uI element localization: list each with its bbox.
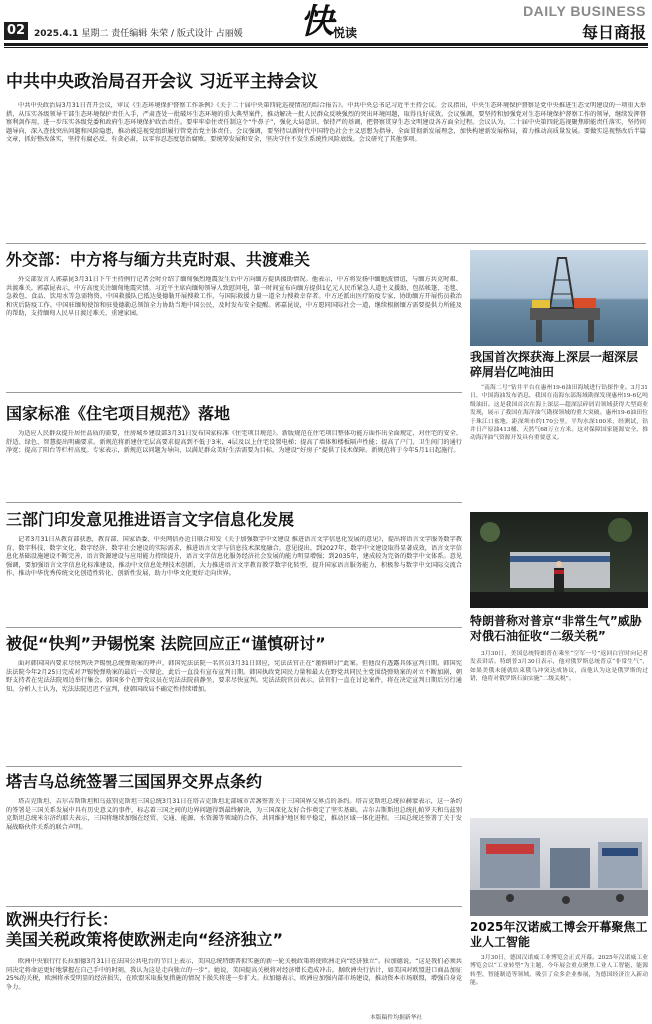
article-divider [6, 243, 646, 244]
photo-air-force-one [470, 512, 648, 608]
article-body: 外交部发言人郭嘉昆3月31日下午主持例行记者会时介绍了缅甸强烈地震发生后中方向缅方提供援助情况。他表示，中方将发扬中缅胞波情谊，与缅方共克时艰、共渡难关。郭嘉昆表示，中方高度关注缅甸地震灾情。习近平主席向缅甸领导人致慰问电，第一时间宣布向缅方提供1亿元人民币紧急人道主义援助，包括帐篷、毛毯、急救包、食品、饮用水等急需物资。中国救援队已抵达曼德勒开展搜救工作，与国际救援力量一道全力搜救幸存者。中方还派出医疗防疫专家，协助缅方开展伤员救治和灾后防疫工作。中国驻缅甸使馆和驻曼德勒总领馆全力协助当地中国公民，及时发布安全提醒。郭嘉昆说，中方愿同国际社会一道，继续根据缅方需要提供力所能及的帮助，支持缅甸人民早日渡过难关、重建家园。 [6, 276, 462, 318]
article-body: 记者3月31日从教育部获悉，教育部、国家语委、中央网信办近日联合印发《关于加强数字中文建设 推进语言文字信息化发展的意见》，提出将语言文字服务数字教育、数字科技、数字文化、数字经济、数字社会建设的实际需求，推进语言文字与信息技术深度融合。意见提出，到2027年，数字中文建设取得显著成效，语言文字信息化基础设施建设不断完善，语言资源建设与应用能力持续提升，语言文字信息化服务经济社会发展的能力明显增强；到2035年，建成较为完备的数字中文体系。意见强调，要加强语言文字信息化标准建设，推动中文信息处理技术创新，大力推进语言文字教育教学数字化转型，提升国家语言服务能力，积极参与数字中文国际交流合作，推动中华优秀传统文化创造性转化、创新性发展，助力中华文化更好走向世界。 [6, 536, 462, 578]
issue-details: 星期二 责任编辑 朱荣 / 版式设计 占丽媛 [81, 29, 243, 39]
paper-name-en: DAILY BUSINESS [523, 3, 646, 19]
article-headline: 三部门印发意见推进语言文字信息化发展 [6, 510, 295, 529]
sidebar-body: 3月30日，美国总统特朗普在乘坐“空军一号”返回白宫时向记者发表讲话。特朗普3月30日表示，他对俄罗斯总统普京“非常生气”，如果美俄未能就结束俄乌冲突达成协议，而他认为这是俄罗斯的过错，他将对俄罗斯石油实施“二级关税”。 [470, 651, 648, 683]
article-divider [6, 392, 462, 393]
article-body: 塔吉克斯坦、吉尔吉斯斯坦和乌兹别克斯坦三国总统3月31日在塔吉克斯坦北部城市苦盏签署关于三国国界交界点的条约。塔吉克斯坦总统拉赫蒙表示，这一条约的签署是三国关系发展中具有历史意义的事件，标志着三国之间的边界问题得到最终解决，为三国深化友好合作奠定了坚实基础。吉尔吉斯斯坦总统扎帕罗夫和乌兹别克斯坦总统米尔济约耶夫表示，三国将继续加强在经贸、交通、能源、水资源等领域的合作，共同维护地区和平稳定，推动区域一体化进程。三国总统还签署了关于发展战略伙伴关系的联合声明。 [6, 798, 462, 831]
article-divider [6, 766, 462, 767]
article-body: 欧洲中央银行行长拉加德3月31日在法国公共电台的节目上表示，美国总统特朗普拟实施的新一轮关税政策将使欧洲走向“经济独立”。拉加德说，“这是我们必须共同决定将命运更好地掌握在自己手中的时刻，我认为这是走向独立的一步”。她说，美国提高关税将对经济增长造成冲击。据欧洲央行估计，如美国对欧盟进口商品加征25%的关税，欧洲将承受明显的经济损失，在欧盟采取报复措施的情况下损失将进一步扩大。拉加德表示，欧洲应加强内部市场建设，推动资本市场联盟，增强自身竞争力。 [6, 958, 462, 991]
paper-name-cn: 每日商报 [581, 23, 646, 42]
sidebar-title: 我国首次探获海上深层一超深层碎屑岩亿吨油田 [470, 350, 639, 379]
sidebar-body: 3月30日，德国汉诺威工业博览会正式开幕。2025年汉诺威工业博览会以“工业转型”为主题，今年展会重点聚焦工业人工智能、能源转型、智能制造等领域，吸引了众多企业参展，为德国经济注入新动能。 [470, 955, 648, 987]
article-headline: 中共中央政治局召开会议 习近平主持会议 [6, 72, 318, 92]
night-scene-illustration [470, 512, 648, 608]
article-body: 中共中央政治局3月31日召开会议，审议《生态环境保护督察工作条例》《关于二十届中央第四轮巡视情况的综合报告》。中共中央总书记习近平主持会议。会议指出，中央生态环境保护督察是党中央推进生态文明建设的一项重大举措，从压实各级领导干部生态环境保护责任入手，严肃查处一批破坏生态环境的重大典型案件，推动解决一批人民群众反映强烈的突出环境问题，取得良好成效。会议强调，要坚持和加强党对生态环境保护督察工作的领导，继续发挥督察利剑作用，进一步压实各级党委和政府生态环境保护政治责任。要牢牢牵住责任制这个“牛鼻子”，强化大局意识、保持严的基调，把督察贯穿生态文明建设各方面全过程。会议认为，二十届中央第四轮巡视聚焦职能责任落实，坚持问题导向，深入查找突出问题和风险隐患，推动被巡视党组织履行管党治党主体责任。会议强调，要坚持以新时代中国特色社会主义思想为指导，全面贯彻新发展理念，加快构建新发展格局，着力推动高质量发展。要做实巡视整改后半篇文章，抓好整改落实，坚持有腐必反、有贪必肃，以零容忍态度惩治腐败。要统筹发展和安全，坚决守住不发生系统性风险底线。会议研究了其他事项。 [6, 102, 646, 144]
article-headline: 欧洲央行行长： [6, 910, 119, 929]
article-headline: 国家标准《住宅项目规范》落地 [6, 404, 231, 423]
article-body: 面对韩国国内要求尽快判决尹锡悦总统弹劾案的呼声，韩国宪法法院一名官员3月31日回应，宪法法官正在“谨慎研讨”此案。但他没有透露具体宣判日期。韩国宪法法院今年2月25日完成对尹锡悦弹劾案的最后一次辩论，此后一直没有宣布宣判日期。韩国执政党国民力量和最大在野党共同民主党围绕弹劾案的对立不断加剧，朝野支持者在宪法法院周边举行集会。韩国多个在野党议员在宪法法院前静坐，要求尽快宣判。宪法法院官员表示，法官们一直在讨论案件，将在决定宣判日期后另行通知。分析人士认为，宪法法院迟迟不宣判，使韩国政局不确定性持续增加。 [6, 660, 462, 693]
article-body: 为适应人民群众提升居住品质的需要，住房城乡建设部3月31日发布国家标准《住宅项目规范》。新版规范在住宅项目整体功能方面作出全面规定，对住宅的安全、舒适、绿色、智慧提出明确要求。新规范将新建住宅层高要求提高到不低于3米，4层及以上住宅设置电梯；提高了墙体和楼板隔声性能；提高了户门、卫生间门的通行净宽；提高了阳台等栏杆高度。专家表示，新规范以问题为导向，以满足群众美好生活需要为目标，为建设“好房子”提供了技术保障。新规范将于今年5月1日起施行。 [6, 430, 462, 455]
photo-hannover-messe [470, 818, 648, 916]
article-headline-line2: 美国关税政策将使欧洲走向“经济独立” [6, 930, 284, 949]
masthead [0, 0, 652, 44]
sidebar-body: “南海二号”钻井平台在惠州19-6油田海域进行钻探作业。3月31日，中国海油发布消息，我国在南海东部海域勘探发现惠州19-6亿吨级油田。这是我国首次在海上深层—超深层碎屑岩领域获得大型商业发现，展示了我国在海洋油气勘探领域的重大突破。惠州19-6油田位于珠江口盆地，距深圳市约170公里，平均水深100米，经测试，钻井日产原油413桶、天然气68万立方米。这对保障国家能源安全、推动海洋油气资源开发具有重要意义。 [470, 385, 648, 442]
section-name: 悦读 [333, 26, 358, 40]
page-number: 02 [4, 22, 28, 40]
source-credit: 本版稿件均据新华社 [370, 1015, 423, 1021]
article-headline: 外交部：中方将与缅方共克时艰、共渡难关 [6, 250, 311, 269]
article-divider [6, 502, 462, 503]
photo-drilling-platform [470, 250, 648, 346]
sidebar-title: 特朗普称对普京“非常生气”威胁对俄石油征收“二级关税” [470, 614, 642, 643]
masthead-rule-thin [4, 47, 648, 48]
date-line [34, 26, 243, 39]
sidebar-title: 2025年汉诺威工博会开幕聚焦工业人工智能 [470, 920, 648, 949]
brand-mark: 快 [300, 2, 334, 42]
masthead-rule [4, 43, 648, 46]
article-headline: 塔吉乌总统签署三国国界交界点条约 [6, 772, 263, 791]
article-divider [6, 906, 462, 907]
article-divider [6, 627, 462, 628]
article-headline: 被促“快判”尹锡悦案 法院回应正“谨慎研讨” [6, 634, 326, 653]
issue-date: 2025.4.1 [34, 29, 79, 39]
exhibition-illustration [470, 818, 648, 916]
platform-illustration [470, 250, 648, 346]
